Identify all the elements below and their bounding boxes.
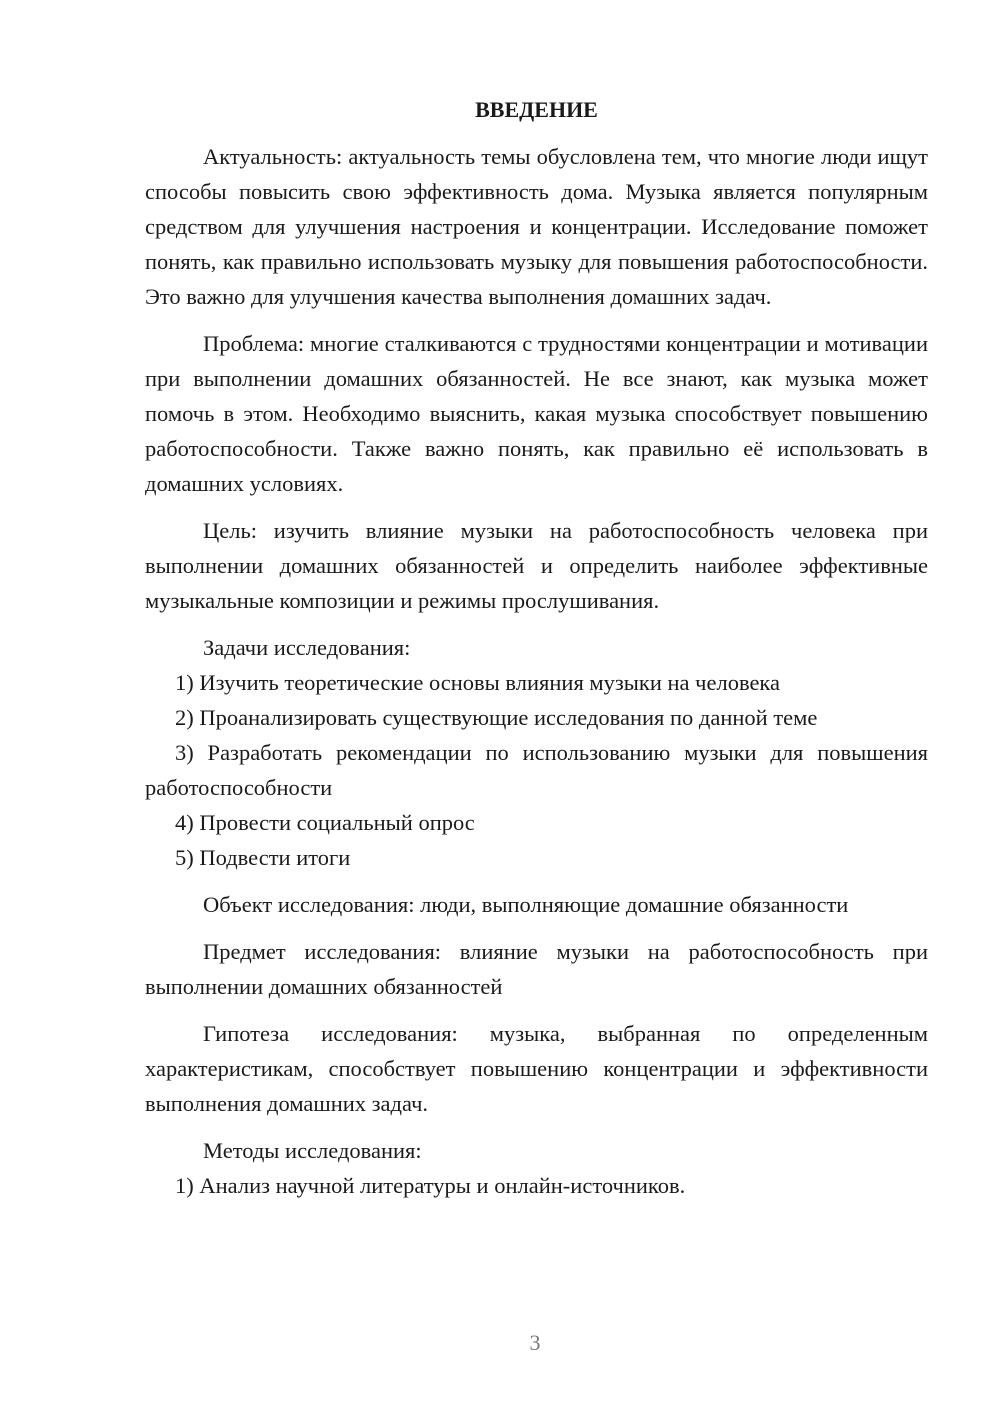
page-number: 3 — [529, 1330, 541, 1355]
task-item: 5) Подвести итоги — [175, 845, 351, 870]
goal-paragraph: Цель: изучить влияние музыки на работоспособность человека при выполнении домашних обязанностей и определить наиболее эффективные музыкальные композиции и режимы прослушивания. — [145, 518, 928, 613]
task-item: 4) Провести социальный опрос — [175, 810, 475, 835]
page-body — [145, 93, 928, 1203]
tasks-heading: Задачи исследования: — [203, 635, 411, 660]
task-item: 2) Проанализировать существующие исследования по данной теме — [175, 705, 818, 730]
task-item: 1) Изучить теоретические основы влияния музыки на человека — [175, 670, 781, 695]
hypothesis-paragraph: Гипотеза исследования: музыка, выбранная по определенным характеристикам, способствует повышению концентрации и эффективности выполнения домашних задач. — [145, 1021, 928, 1116]
task-item: 3) Разработать рекомендации по использованию музыки для повышения работоспособности — [145, 740, 928, 800]
page-title: ВВЕДЕНИЕ — [475, 97, 598, 122]
method-item: 1) Анализ научной литературы и онлайн-источников. — [175, 1173, 686, 1198]
object-paragraph: Объект исследования: люди, выполняющие домашние обязанности — [203, 892, 849, 917]
methods-heading: Методы исследования: — [203, 1138, 422, 1163]
problem-paragraph: Проблема: многие сталкиваются с трудностями концентрации и мотивации при выполнении домашних обязанностей. Не все знают, как музыка может помочь в этом. Необходимо выяснить, какая музыка способствует повышению работоспособности. Также важно понять, как правильно её использовать в домашних условиях. — [145, 331, 928, 496]
subject-paragraph: Предмет исследования: влияние музыки на работоспособность при выполнении домашних обязанностей — [145, 939, 928, 999]
relevance-paragraph: Актуальность: актуальность темы обусловлена тем, что многие люди ищут способы повысить свою эффективность дома. Музыка является популярным средством для улучшения настроения и концентрации. Исследование поможет понять, как правильно использовать музыку для повышения работоспособности. Это важно для улучшения качества выполнения домашних задач. — [145, 144, 928, 309]
